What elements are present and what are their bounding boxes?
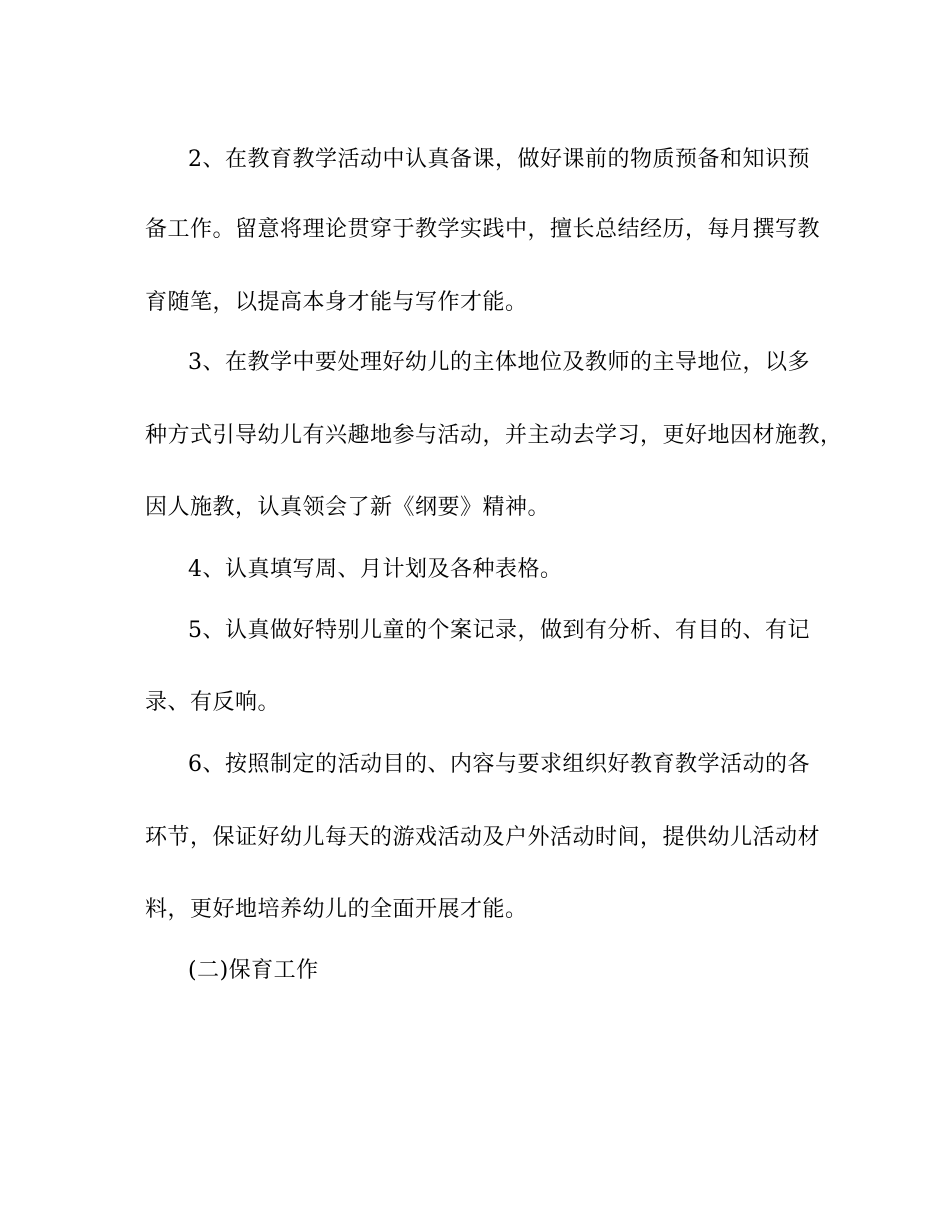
paragraph-5-line-2: 录、有反响。 — [145, 690, 281, 715]
paragraph-3-line-2: 种方式引导幼儿有兴趣地参与活动，并主动去学习，更好地因材施教， — [145, 423, 843, 448]
paragraph-3-line-1: 3、在教学中要处理好幼儿的主体地位及教师的主导地位，以多 — [188, 350, 810, 375]
paragraph-3-line-3: 因人施教，认真领会了新《纲要》精神。 — [145, 495, 551, 520]
paragraph-6-line-2: 环节，保证好幼儿每天的游戏活动及户外活动时间，提供幼儿活动材 — [145, 825, 821, 850]
paragraph-6-line-1: 6、按照制定的活动目的、内容与要求组织好教育教学活动的各 — [188, 752, 810, 777]
paragraph-6-line-3: 料，更好地培养幼儿的全面开展才能。 — [145, 897, 528, 922]
section-heading-care-work: (二)保育工作 — [188, 958, 319, 983]
paragraph-2-line-3: 育随笔，以提高本身才能与写作才能。 — [145, 290, 528, 315]
paragraph-2-line-1: 2、在教育教学活动中认真备课，做好课前的物质预备和知识预 — [188, 147, 810, 172]
paragraph-4-line-1: 4、认真填写周、月计划及各种表格。 — [188, 557, 563, 582]
paragraph-5-line-1: 5、认真做好特别儿童的个案记录，做到有分析、有目的、有记 — [188, 618, 810, 643]
paragraph-2-line-2: 备工作。留意将理论贯穿于教学实践中，擅长总结经历，每月撰写教 — [145, 217, 821, 242]
